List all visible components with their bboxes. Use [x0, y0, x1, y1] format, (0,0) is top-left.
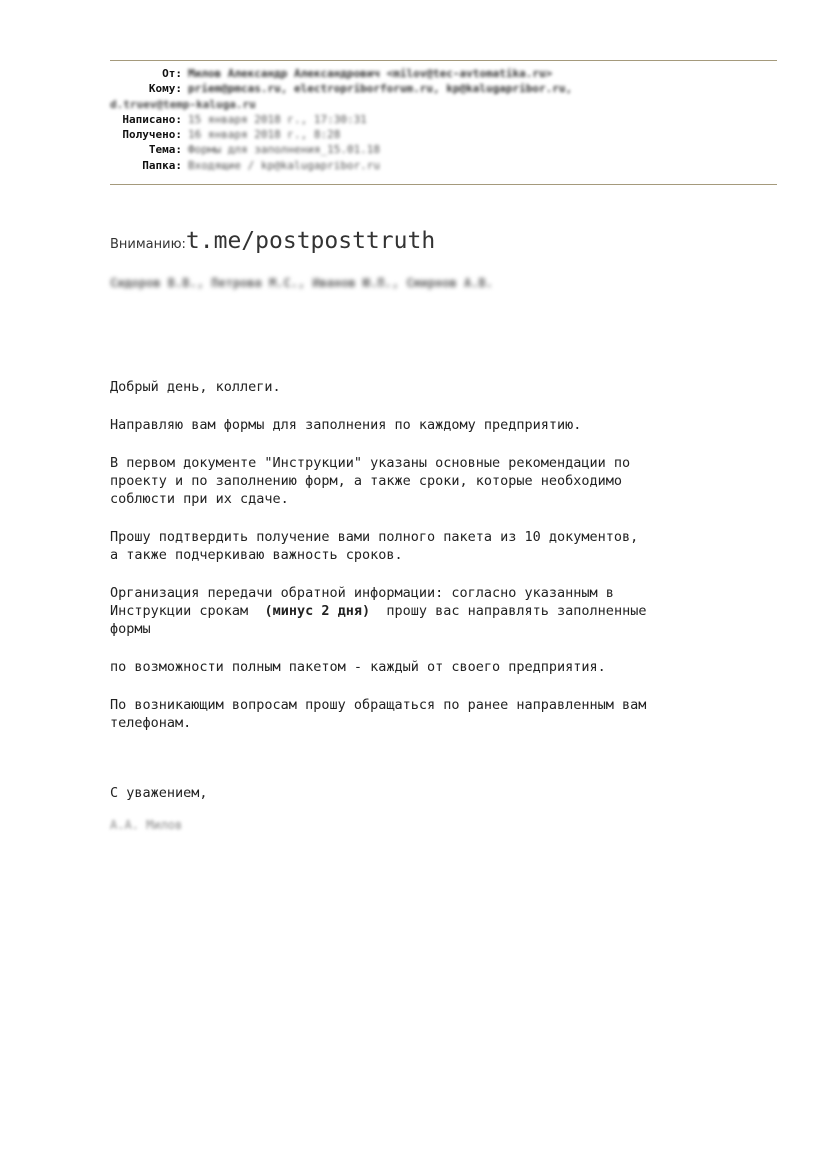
paragraph-2-line-2: проекту и по заполнению форм, а также сроки, которые необходимо	[110, 473, 623, 489]
folder-row	[110, 158, 777, 173]
from-row	[110, 66, 777, 81]
paragraph-6-line-2: телефонам.	[110, 715, 192, 731]
email-body	[110, 378, 790, 802]
email-header	[110, 66, 777, 173]
written-value: 15 января 2018 г., 17:30:31	[188, 112, 367, 126]
paragraph-3	[110, 528, 790, 564]
paragraph-4-line-2-start: Инструкции срокам	[110, 603, 265, 619]
subject-row	[110, 142, 777, 157]
paragraph-6	[110, 696, 790, 732]
closing: С уважением,	[110, 785, 208, 801]
attention-link[interactable]: t.me/postposttruth	[185, 228, 436, 254]
folder-value: Входящие / kp@kalugapribor.ru	[188, 158, 381, 172]
paragraph-2-line-1: В первом документе "Инструкции" указаны основные рекомендации по	[110, 455, 631, 471]
attention-names: Сидоров В.В., Петрова М.С., Иванов Ю.П., Смирнов А.В.	[110, 276, 493, 290]
received-label: Получено:	[122, 128, 182, 142]
received-row	[110, 127, 777, 142]
paragraph-4-line-2	[110, 602, 790, 620]
written-row	[110, 112, 777, 127]
to-label: Кому:	[148, 82, 182, 96]
attention-label: Вниманию:	[110, 237, 186, 252]
attention-line	[110, 228, 435, 254]
deadline-emphasis: (минус 2 дня)	[264, 603, 371, 619]
greeting: Добрый день, коллеги.	[110, 379, 281, 395]
paragraph-1: Направляю вам формы для заполнения по каждому предприятию.	[110, 417, 582, 433]
written-label: Написано:	[122, 112, 182, 126]
header-top-rule	[110, 60, 777, 61]
signature: А.А. Милов	[110, 818, 183, 832]
paragraph-2	[110, 454, 790, 508]
paragraph-4	[110, 584, 790, 638]
paragraph-5: по возможности полным пакетом - каждый от своего предприятия.	[110, 659, 606, 675]
paragraph-6-line-1: По возникающим вопросам прошу обращаться по ранее направленным вам	[110, 697, 647, 713]
subject-value: Формы для заполнения_15.01.18	[188, 143, 381, 157]
paragraph-4-line-1: Организация передачи обратной информации: согласно указанным в	[110, 585, 614, 601]
folder-label: Папка:	[142, 158, 182, 172]
paragraph-2-line-3: соблюсти при их сдаче.	[110, 491, 289, 507]
to-value-continued: d.truev@temp-kaluga.ru	[110, 97, 256, 111]
paragraph-3-line-2: а также подчеркиваю важность сроков.	[110, 547, 403, 563]
paragraph-4-line-2-end: прошу вас направлять заполненные	[370, 603, 647, 619]
from-label: От:	[162, 67, 182, 80]
subject-label: Тема:	[148, 143, 182, 157]
paragraph-4-line-3: формы	[110, 621, 151, 637]
header-bottom-rule	[110, 184, 777, 185]
to-value: priem@pmcas.ru, electropriborforum.ru, kp@kalugapribor.ru,	[188, 82, 573, 96]
paragraph-3-line-1: Прошу подтвердить получение вами полного пакета из 10 документов,	[110, 529, 639, 545]
to-row	[110, 81, 777, 96]
received-value: 16 января 2018 г., 8:28	[188, 128, 341, 142]
from-value: Милов Александр Александрович <milov@tec-avtomatika.ru>	[188, 67, 553, 80]
